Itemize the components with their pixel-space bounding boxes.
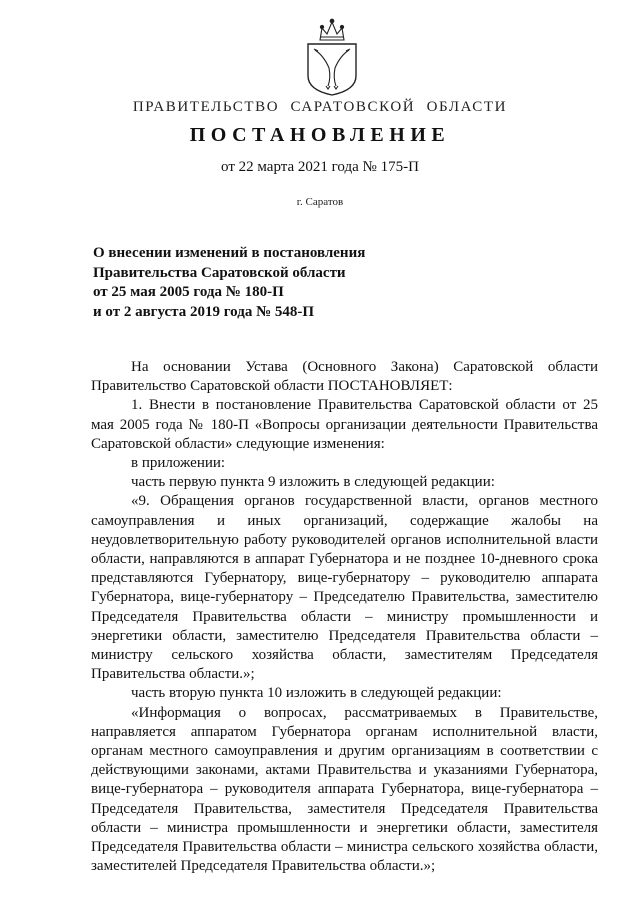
- document-type: ПОСТАНОВЛЕНИЕ: [189, 124, 451, 146]
- paragraph-instruction-10: часть вторую пункта 10 изложить в следующей редакции:: [131, 685, 502, 702]
- paragraph-item-1: 1. Внести в постановление Правительства Саратовской области от 25 мая 2005 года № 180-П «Вопросы организации деятельности Правительства Саратовской области» следующие изменения:: [91, 397, 598, 452]
- paragraph-instruction-9: часть первую пункта 9 изложить в следующей редакции:: [131, 474, 495, 491]
- saratov-coat-of-arms-icon: [302, 14, 362, 96]
- document-date-number: от 22 марта 2021 года № 175-П: [221, 159, 419, 175]
- document-body: [91, 358, 598, 876]
- paragraph-appendix: в приложении:: [131, 455, 226, 472]
- government-name: ПРАВИТЕЛЬСТВО САРАТОВСКОЙ ОБЛАСТИ: [132, 99, 508, 115]
- paragraph-quote-9: «9. Обращения органов государственной власти, органов местного самоуправления и иных организаций, содержащие жалобы на неудовлетворительную работу руководителей органов исполнительной власти области, направляются в аппарат Губернатора и не позднее 10-дневного срока представляются Губернатору, вице-губернатору – руководителю аппарата Губернатора, вице-губернатору – Председателю Правительства, заместителю Председателя Правительства области – министру промышленности и энергетики области, заместителю Председателя Правительства области – министру сельского хозяйства области, заместителям Председателя Правительства области.»;: [91, 493, 598, 683]
- paragraph-quote-10: «Информация о вопросах, рассматриваемых в Правительстве, направляется аппаратом Губернатора органам исполнительной власти, органам местного самоуправления и другим организациям в соответствии с действующими законами, актами Правительства и указаниями Губернатора, вице-губернатора – руководителя аппарата Губернатора, вице-губернатора – Председателя Правительства, заместителя Председателя Правительства области – министра промышленности и энергетики области, заместителя Председателя Правительства области – министра сельского хозяйства области, заместителей Председателя Правительства области.»;: [91, 704, 598, 875]
- subject-line: от 25 мая 2005 года № 180-П: [93, 284, 284, 300]
- subject-line: Правительства Саратовской области: [93, 264, 346, 281]
- subject-line: О внесении изменений в постановления: [93, 245, 366, 261]
- subject-line: и от 2 августа 2019 года № 548-П: [93, 303, 315, 320]
- document-city: г. Саратов: [296, 196, 344, 208]
- document-subject: [93, 244, 365, 322]
- paragraph-preamble: На основании Устава (Основного Закона) Саратовской области Правительство Саратовской области ПОСТАНОВЛЯЕТ:: [91, 359, 598, 395]
